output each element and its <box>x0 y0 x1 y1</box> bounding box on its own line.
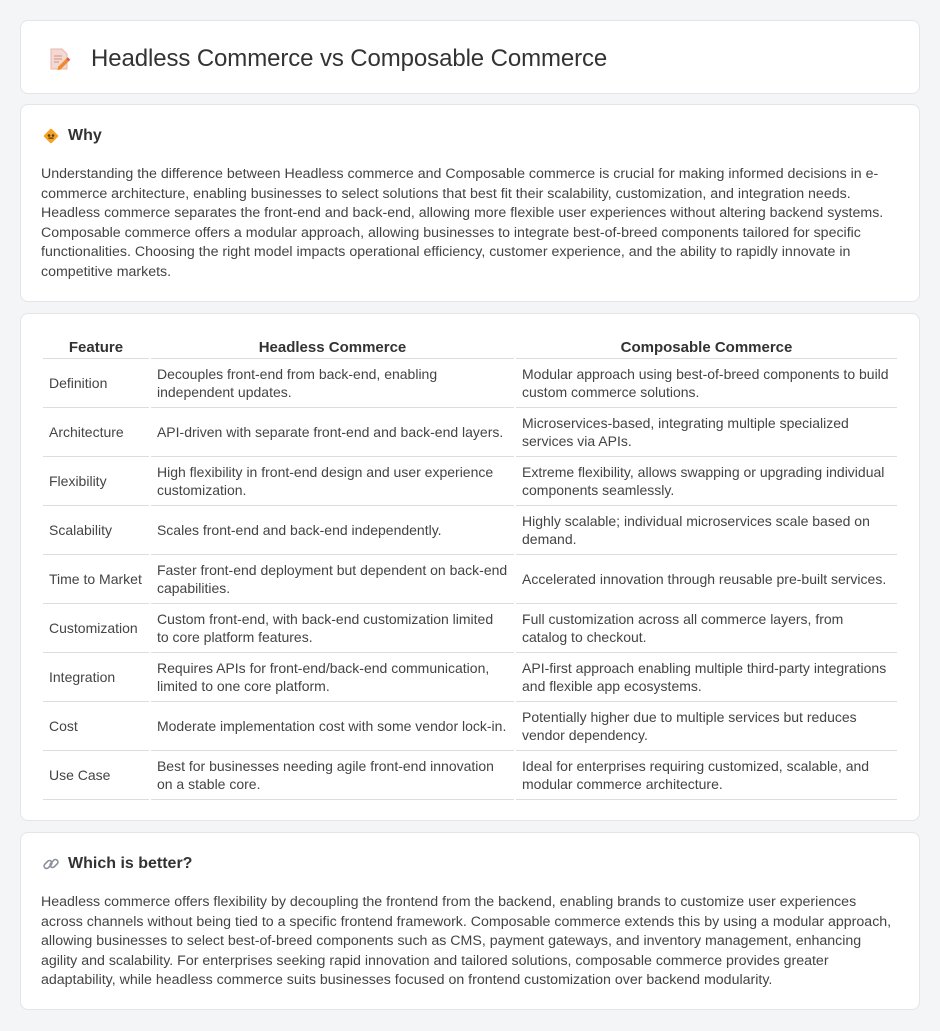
feature-cell: Time to Market <box>43 555 149 604</box>
column-header-composable: Composable Commerce <box>516 334 897 359</box>
feature-cell: Architecture <box>43 408 149 457</box>
warning-diamond-icon <box>42 127 60 145</box>
headless-cell: Custom front-end, with back-end customization limited to core platform features. <box>151 604 514 653</box>
composable-cell: Full customization across all commerce layers, from catalog to checkout. <box>516 604 897 653</box>
headless-cell: Decouples front-end from back-end, enabling independent updates. <box>151 359 514 408</box>
better-text: Headless commerce offers flexibility by decoupling the frontend from the backend, enabling brands to customize user experiences across channels without being tied to a specific frontend framework. Composable commerce extends this by using a modular approach, allowing businesses to select best-of-breed components such as CMS, payment gateways, and inventory management, enhancing agility and scalability. For enterprises seeking rapid innovation and tailored solutions, composable commerce provides greater adaptability, while headless commerce suits businesses focused on frontend customization over backend modularity. <box>41 894 892 988</box>
table-row <box>43 702 897 751</box>
composable-cell: Accelerated innovation through reusable pre-built services. <box>516 555 897 604</box>
page-title: Headless Commerce vs Composable Commerce <box>91 45 608 72</box>
composable-cell: API-first approach enabling multiple third-party integrations and flexible app ecosystems. <box>516 653 897 702</box>
comparison-table <box>41 334 899 800</box>
table-row <box>43 408 897 457</box>
headless-cell: High flexibility in front-end design and user experience customization. <box>151 457 514 506</box>
feature-cell: Scalability <box>43 506 149 555</box>
why-text: Understanding the difference between Headless commerce and Composable commerce is crucial for making informed decisions in e-commerce architecture, enabling businesses to select solutions that best fit their scalability, customization, and integration needs. Headless commerce separates the front-end and back-end, allowing more flexible user experiences without altering backend systems. Composable commerce offers a modular approach, allowing businesses to integrate best-of-breed components tailored for specific functionalities. Choosing the right model impacts operational efficiency, customer experience, and the ability to rapidly innovate in competitive markets. <box>41 166 884 280</box>
table-row <box>43 653 897 702</box>
table-row <box>43 555 897 604</box>
feature-cell: Use Case <box>43 751 149 800</box>
why-heading <box>42 127 102 145</box>
link-icon <box>42 855 60 873</box>
better-title: Which is better? <box>68 855 193 872</box>
feature-cell: Integration <box>43 653 149 702</box>
feature-cell: Cost <box>43 702 149 751</box>
headless-cell: Requires APIs for front-end/back-end communication, limited to one core platform. <box>151 653 514 702</box>
table-row <box>43 604 897 653</box>
headless-cell: Moderate implementation cost with some vendor lock-in. <box>151 702 514 751</box>
headless-cell: Best for businesses needing agile front-end innovation on a stable core. <box>151 751 514 800</box>
composable-cell: Ideal for enterprises requiring customized, scalable, and modular commerce architecture. <box>516 751 897 800</box>
better-heading <box>42 855 192 873</box>
headless-cell: API-driven with separate front-end and back-end layers. <box>151 408 514 457</box>
headless-cell: Faster front-end deployment but dependent on back-end capabilities. <box>151 555 514 604</box>
table-row <box>43 457 897 506</box>
column-header-feature: Feature <box>43 334 149 359</box>
composable-cell: Microservices-based, integrating multiple specialized services via APIs. <box>516 408 897 457</box>
feature-cell: Definition <box>43 359 149 408</box>
composable-cell: Extreme flexibility, allows swapping or upgrading individual components seamlessly. <box>516 457 897 506</box>
page-header <box>47 45 607 73</box>
composable-cell: Highly scalable; individual microservices scale based on demand. <box>516 506 897 555</box>
which-is-better-section <box>20 832 920 1010</box>
composable-cell: Modular approach using best-of-breed components to build custom commerce solutions. <box>516 359 897 408</box>
comparison-card <box>20 313 920 821</box>
why-title: Why <box>68 127 102 144</box>
header-card <box>20 20 920 94</box>
headless-cell: Scales front-end and back-end independently. <box>151 506 514 555</box>
table-row <box>43 751 897 800</box>
feature-cell: Customization <box>43 604 149 653</box>
column-header-headless: Headless Commerce <box>151 334 514 359</box>
document-edit-icon <box>47 46 71 72</box>
table-row <box>43 359 897 408</box>
why-section <box>20 104 920 302</box>
table-header-row <box>43 334 897 359</box>
feature-cell: Flexibility <box>43 457 149 506</box>
table-row <box>43 506 897 555</box>
composable-cell: Potentially higher due to multiple services but reduces vendor dependency. <box>516 702 897 751</box>
